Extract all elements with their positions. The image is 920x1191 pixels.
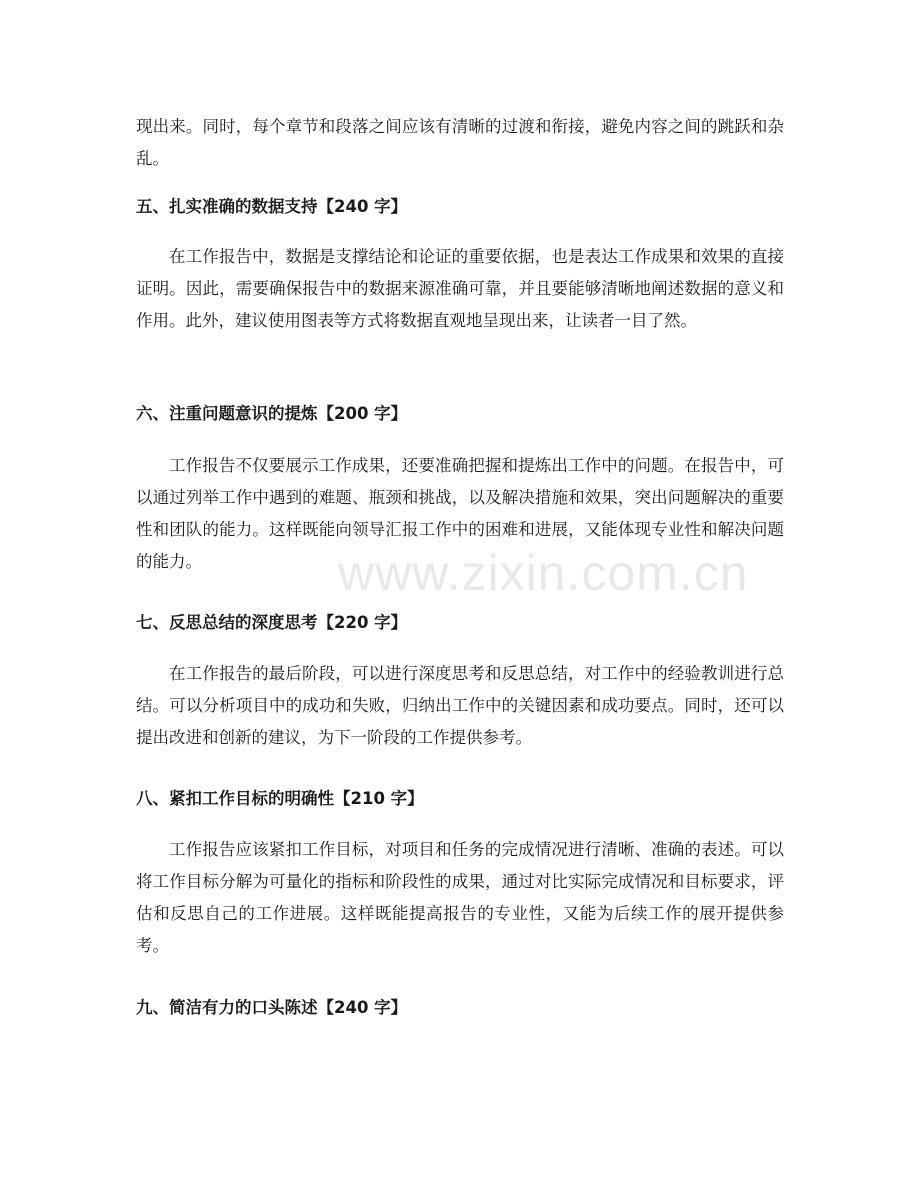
heading-text: 五、扎实准确的数据支持【240 字】 — [136, 197, 408, 216]
section-heading-5 — [136, 191, 784, 223]
paragraph-section-7 — [136, 658, 784, 754]
heading-text: 六、注重问题意识的提炼【200 字】 — [136, 404, 408, 423]
paragraph-text: 现出来。同时，每个章节和段落之间应该有清晰的过渡和衔接，避免内容之间的跳跃和杂乱。 — [136, 117, 784, 168]
paragraph-text: 工作报告应该紧扣工作目标，对项目和任务的完成情况进行清晰、准确的表述。可以将工作目标分解为可量化的指标和阶段性的成果，通过对比实际完成情况和目标要求，评估和反思自己的工作进展。这样既能提高报告的专业性，又能为后续工作的展开提供参考。 — [136, 840, 784, 955]
section-heading-9 — [136, 992, 784, 1024]
paragraph-continuation — [136, 111, 784, 175]
paragraph-section-5 — [136, 241, 784, 337]
paragraph-text: 工作报告不仅要展示工作成果，还要准确把握和提炼出工作中的问题。在报告中，可以通过列举工作中遇到的难题、瓶颈和挑战，以及解决措施和效果，突出问题解决的重要性和团队的能力。这样既能向领导汇报工作中的困难和进展，又能体现专业性和解决问题的能力。 — [136, 456, 784, 571]
paragraph-text: 在工作报告中，数据是支撑结论和论证的重要依据，也是表达工作成果和效果的直接证明。因此，需要确保报告中的数据来源准确可靠，并且要能够清晰地阐述数据的意义和作用。此外，建议使用图表等方式将数据直观地呈现出来，让读者一目了然。 — [136, 247, 784, 330]
paragraph-section-8 — [136, 834, 784, 962]
watermark: www.zixin.com.cn — [338, 545, 749, 601]
paragraph-section-6 — [136, 450, 784, 578]
heading-text: 八、紧扣工作目标的明确性【210 字】 — [136, 789, 424, 808]
section-heading-6 — [136, 398, 784, 430]
heading-text: 七、反思总结的深度思考【220 字】 — [136, 613, 408, 632]
heading-text: 九、简洁有力的口头陈述【240 字】 — [136, 998, 408, 1017]
paragraph-text: 在工作报告的最后阶段，可以进行深度思考和反思总结，对工作中的经验教训进行总结。可以分析项目中的成功和失败，归纳出工作中的关键因素和成功要点。同时，还可以提出改进和创新的建议，为下一阶段的工作提供参考。 — [136, 664, 784, 747]
section-heading-8 — [136, 783, 784, 815]
section-heading-7 — [136, 607, 784, 639]
